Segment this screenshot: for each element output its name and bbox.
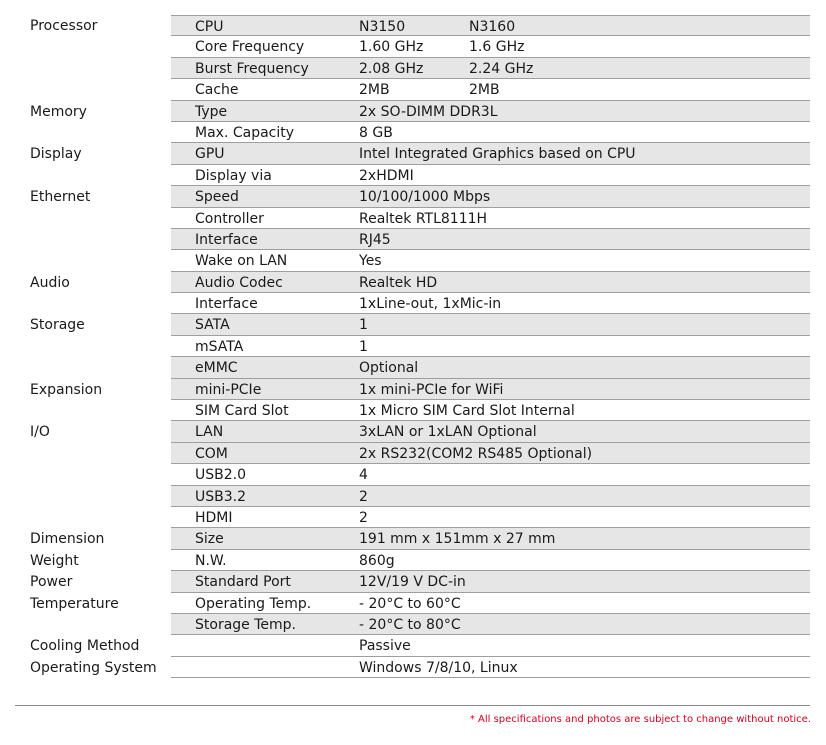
spec-row <box>0 550 826 571</box>
spec-row-band <box>171 165 810 186</box>
spec-category: Weight <box>30 552 79 569</box>
spec-attribute: GPU <box>195 146 225 163</box>
spec-row <box>0 250 826 271</box>
spec-category: Expansion <box>30 381 103 398</box>
spec-row-band <box>171 293 810 314</box>
spec-value: 1 <box>359 317 368 334</box>
spec-row <box>0 507 826 528</box>
spec-row-band <box>171 379 810 400</box>
spec-category: Storage <box>30 317 85 334</box>
spec-value: RJ45 <box>359 231 391 248</box>
spec-row <box>0 528 826 549</box>
spec-category: Dimension <box>30 531 105 548</box>
spec-row <box>0 486 826 507</box>
spec-value: N3150 <box>359 19 406 35</box>
spec-value: 2.08 GHz <box>359 60 424 77</box>
spec-attribute: SIM Card Slot <box>195 403 289 420</box>
spec-value: 1 <box>359 338 368 355</box>
spec-value: 191 mm x 151mm x 27 mm <box>359 531 556 548</box>
spec-row-band <box>171 528 810 549</box>
spec-attribute: Interface <box>195 231 258 248</box>
spec-row <box>0 443 826 464</box>
spec-value: Windows 7/8/10, Linux <box>359 659 518 676</box>
spec-attribute: Operating Temp. <box>195 595 312 612</box>
spec-value: Realtek HD <box>359 274 438 291</box>
spec-row-band <box>171 229 810 250</box>
spec-category: Cooling Method <box>30 638 140 655</box>
spec-value: Realtek RTL8111H <box>359 210 488 227</box>
spec-value: 2 <box>359 509 368 526</box>
spec-row-band <box>171 122 810 143</box>
spec-value: 12V/19 V DC-in <box>359 574 466 591</box>
spec-row-band <box>171 101 810 122</box>
spec-value-alt: 2.24 GHz <box>469 60 534 77</box>
spec-value: 1xLine-out, 1xMic-in <box>359 296 502 313</box>
spec-row <box>0 15 826 36</box>
spec-value-alt: N3160 <box>469 19 516 35</box>
spec-row-band <box>171 143 810 164</box>
spec-row-band <box>171 571 810 592</box>
spec-attribute: mini-PCIe <box>195 381 262 398</box>
spec-value: 2x SO-DIMM DDR3L <box>359 103 498 120</box>
spec-category: Display <box>30 146 82 163</box>
spec-value: 1x mini-PCIe for WiFi <box>359 381 504 398</box>
spec-attribute: LAN <box>195 424 224 441</box>
disclaimer-note: * All specifications and photos are subject to change without notice. <box>469 714 811 725</box>
spec-attribute: Core Frequency <box>195 39 305 56</box>
spec-attribute: mSATA <box>195 338 244 355</box>
spec-row <box>0 208 826 229</box>
spec-attribute: Wake on LAN <box>195 253 288 270</box>
spec-row-band <box>171 486 810 507</box>
spec-row-band <box>171 208 810 229</box>
spec-attribute: SATA <box>195 317 230 334</box>
spec-value: 2xHDMI <box>359 167 414 184</box>
spec-row <box>0 101 826 122</box>
spec-row-band <box>171 400 810 421</box>
spec-row <box>0 657 826 678</box>
spec-attribute: Audio Codec <box>195 274 283 291</box>
spec-row <box>0 571 826 592</box>
spec-attribute: Max. Capacity <box>195 124 295 141</box>
spec-row <box>0 79 826 100</box>
spec-row-band <box>171 635 810 656</box>
spec-row-band <box>171 550 810 571</box>
spec-row-band <box>171 614 810 635</box>
spec-row <box>0 593 826 614</box>
spec-value-alt: 2MB <box>469 82 500 99</box>
spec-attribute: USB2.0 <box>195 467 247 484</box>
spec-category: Temperature <box>30 595 119 612</box>
spec-table <box>0 15 826 678</box>
spec-value: - 20°C to 80°C <box>359 616 461 633</box>
spec-row <box>0 36 826 57</box>
spec-value: 2x RS232(COM2 RS485 Optional) <box>359 445 593 462</box>
spec-attribute: Cache <box>195 82 239 99</box>
spec-value: Optional <box>359 360 419 377</box>
spec-row <box>0 58 826 79</box>
spec-value-alt: 1.6 GHz <box>469 39 525 56</box>
spec-value: 10/100/1000 Mbps <box>359 189 491 206</box>
spec-attribute: Speed <box>195 189 239 206</box>
spec-value: 860g <box>359 552 395 569</box>
spec-value: - 20°C to 60°C <box>359 595 461 612</box>
spec-row-band <box>171 593 810 614</box>
spec-attribute: Storage Temp. <box>195 616 296 633</box>
spec-row-band <box>171 58 810 79</box>
spec-value: Intel Integrated Graphics based on CPU <box>359 146 636 163</box>
spec-value: 8 GB <box>359 124 393 141</box>
spec-attribute: Standard Port <box>195 574 291 591</box>
spec-row <box>0 314 826 335</box>
spec-value: 2 <box>359 488 368 505</box>
spec-row-band <box>171 15 810 36</box>
spec-value: 4 <box>359 467 368 484</box>
spec-row-band <box>171 272 810 293</box>
spec-row <box>0 293 826 314</box>
spec-category: Ethernet <box>30 189 91 206</box>
spec-row-band <box>171 443 810 464</box>
spec-row-band <box>171 507 810 528</box>
spec-row <box>0 421 826 442</box>
spec-row <box>0 165 826 186</box>
spec-row-band <box>171 314 810 335</box>
spec-row-band <box>171 186 810 207</box>
spec-row <box>0 272 826 293</box>
spec-attribute: CPU <box>195 19 224 35</box>
spec-row-band <box>171 250 810 271</box>
spec-row <box>0 400 826 421</box>
spec-row <box>0 614 826 635</box>
spec-row-band <box>171 357 810 378</box>
spec-row-band <box>171 79 810 100</box>
spec-value: 3xLAN or 1xLAN Optional <box>359 424 537 441</box>
spec-category: I/O <box>30 424 50 441</box>
spec-category: Power <box>30 574 73 591</box>
spec-category: Processor <box>30 18 98 34</box>
spec-attribute: Display via <box>195 167 272 184</box>
spec-value: Yes <box>359 253 382 270</box>
spec-row <box>0 357 826 378</box>
spec-value: 1x Micro SIM Card Slot Internal <box>359 403 575 420</box>
spec-attribute: Size <box>195 531 224 548</box>
spec-row <box>0 229 826 250</box>
spec-row <box>0 143 826 164</box>
spec-category: Memory <box>30 103 87 120</box>
spec-attribute: eMMC <box>195 360 238 377</box>
spec-row <box>0 122 826 143</box>
spec-attribute: HDMI <box>195 509 233 526</box>
spec-attribute: USB3.2 <box>195 488 247 505</box>
spec-row <box>0 635 826 656</box>
spec-value: 1.60 GHz <box>359 39 424 56</box>
spec-attribute: Type <box>195 103 228 120</box>
spec-row <box>0 379 826 400</box>
spec-attribute: Interface <box>195 296 258 313</box>
spec-attribute: Controller <box>195 210 264 227</box>
spec-row <box>0 186 826 207</box>
spec-value: Passive <box>359 638 411 655</box>
spec-row-band <box>171 464 810 485</box>
spec-attribute: COM <box>195 445 228 462</box>
spec-category: Operating System <box>30 659 157 676</box>
spec-category: Audio <box>30 274 70 291</box>
spec-row-band <box>171 421 810 442</box>
spec-attribute: N.W. <box>195 552 227 569</box>
spec-row-band <box>171 36 810 57</box>
spec-row-band <box>171 336 810 357</box>
spec-row <box>0 464 826 485</box>
footer-divider <box>15 705 810 706</box>
spec-attribute: Burst Frequency <box>195 60 309 77</box>
spec-row <box>0 336 826 357</box>
spec-value: 2MB <box>359 82 390 99</box>
spec-row-band <box>171 657 810 678</box>
